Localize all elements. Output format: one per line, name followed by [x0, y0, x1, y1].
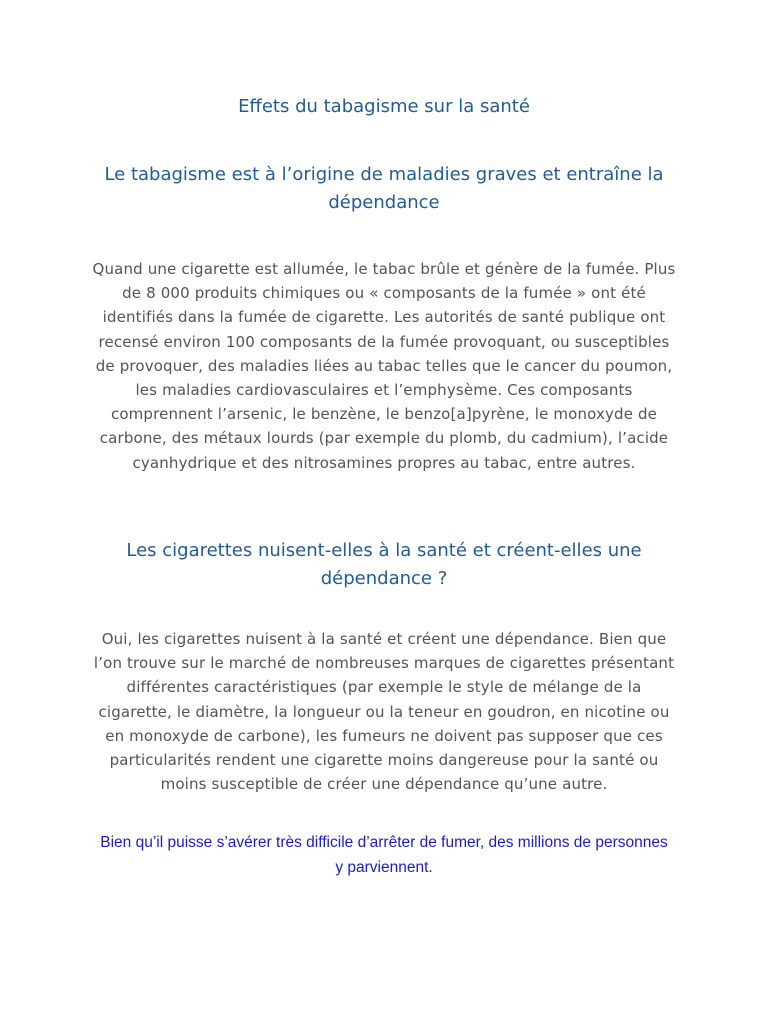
closing-note: Bien qu’il puisse s’avérer très difficile d’arrêter de fumer, des millions de personnes y parviennent.	[100, 834, 668, 876]
section-heading-dependence: Le tabagisme est à l’origine de maladies graves et entraîne la dépendance	[104, 164, 664, 213]
section-heading-harm-question: Les cigarettes nuisent-elles à la santé et créent-elles une dépendance ?	[126, 540, 642, 589]
section-paragraph-harm-answer: Oui, les cigarettes nuisent à la santé et créent une dépendance. Bien que l’on trouve sur le marché de nombreuses marques de cigarettes présentant différentes caractéristiques (par exemple le style de mélange de la cigarette, le diamètre, la longueur ou la teneur en goudron, en nicotine ou en monoxyde de carbone), les fumeurs ne doivent pas supposer que ces particularités rendent une cigarette moins dangereuse pour la santé ou moins susceptible de créer une dépendance qu’une autre.	[93, 630, 675, 794]
document-title: Effets du tabagisme sur la santé	[238, 96, 530, 117]
section-paragraph-smoke-components: Quand une cigarette est allumée, le tabac brûle et génère de la fumée. Plus de 8 000 produits chimiques ou « composants de la fumée » ont été identifiés dans la fumée de cigarette. Les autorités de santé publique ont recensé environ 100 composants de la fumée provoquant, ou susceptibles de provoquer, des maladies liées au tabac telles que le cancer du poumon, les maladies cardiovasculaires et l’emphysème. Ces composants comprennent l’arsenic, le benzène, le benzo[a]pyrène, le monoxyde de carbone, des métaux lourds (par exemple du plomb, du cadmium), l’acide cyanhydrique et des nitrosamines propres au tabac, entre autres.	[92, 260, 676, 472]
